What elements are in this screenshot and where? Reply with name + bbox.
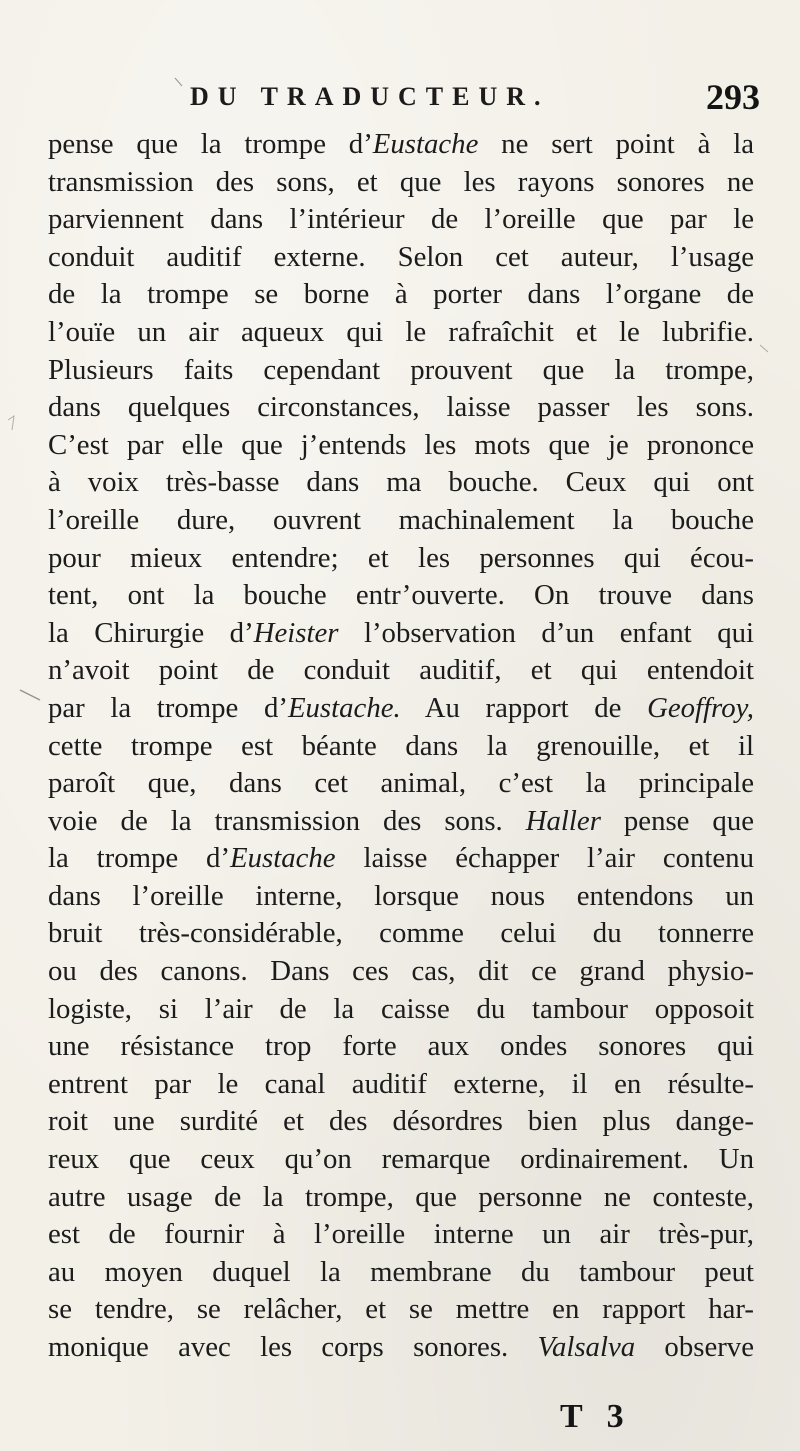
text-line: paroît que, dans cet animal, c’est la principale [48,767,754,800]
text-line: la trompe d’Eustache laisse échapper l’air contenu [48,842,754,875]
text-line: monique avec les corps sonores. Valsalva observe [48,1331,754,1363]
running-head: DU TRADUCTEUR. [190,82,550,111]
text-line: à voix très-basse dans ma bouche. Ceux qui ont [48,466,754,499]
text-line: logiste, si l’air de la caisse du tambour opposoit [48,992,754,1025]
text-line: conduit auditif externe. Selon cet auteur, l’usage [48,240,754,273]
text-line: l’oreille dure, ouvrent machinalement la bouche [48,503,754,536]
text-line: transmission des sons, et que les rayons sonores ne [48,165,754,198]
text-line: au moyen duquel la membrane du tambour peut [48,1255,754,1288]
text-line: roit une surdité et des désordres bien plus dange- [48,1105,754,1138]
text-line: une résistance trop forte aux ondes sonores qui [48,1030,754,1063]
text-line: bruit très-considérable, comme celui du tonnerre [48,917,754,950]
text-line: l’ouïe un air aqueux qui le rafraîchit et le lubrifie. [48,315,754,348]
text-line: est de fournir à l’oreille interne un air très-pur, [48,1218,754,1251]
text-line: cette trompe est béante dans la grenouille, et il [48,729,754,762]
page-number: 293 [706,77,760,117]
text-line: autre usage de la trompe, que personne ne conteste, [48,1180,754,1213]
body-text [48,126,754,1367]
text-line: voie de la transmission des sons. Haller pense que [48,804,755,837]
text-line: reux que ceux qu’on remarque ordinairement. Un [48,1143,754,1176]
text-line: dans quelques circonstances, laisse passer les sons. [48,391,754,424]
text-line: entrent par le canal auditif externe, il en résulte- [48,1067,754,1100]
text-line: de la trompe se borne à porter dans l’organe de [48,278,754,311]
text-line: Plusieurs faits cependant prouvent que la trompe, [48,353,754,386]
text-line: par la trompe d’Eustache. Au rapport de Geoffroy, [48,691,754,724]
text-line: dans l’oreille interne, lorsque nous entendons un [48,879,754,912]
text-line: la Chirurgie d’Heister l’observation d’un enfant qui [48,616,754,649]
page-footer [560,1398,680,1442]
text-line: ou des canons. Dans ces cas, dit ce grand physio- [48,955,754,988]
signature-mark: T 3 [560,1398,632,1435]
text-line: parviennent dans l’intérieur de l’oreille que par le [48,203,754,236]
text-line: C’est par elle que j’entends les mots que je prononce [48,428,754,461]
text-line: tent, ont la bouche entr’ouverte. On trouve dans [48,579,754,612]
text-line: se tendre, se relâcher, et se mettre en rapport har- [48,1293,754,1326]
text-line: n’avoit point de conduit auditif, et qui entendoit [48,654,754,687]
text-line: pour mieux entendre; et les personnes qui écou- [48,541,754,574]
text-line: pense que la trompe d’Eustache ne sert point à la [48,128,755,160]
page-header [190,77,770,120]
